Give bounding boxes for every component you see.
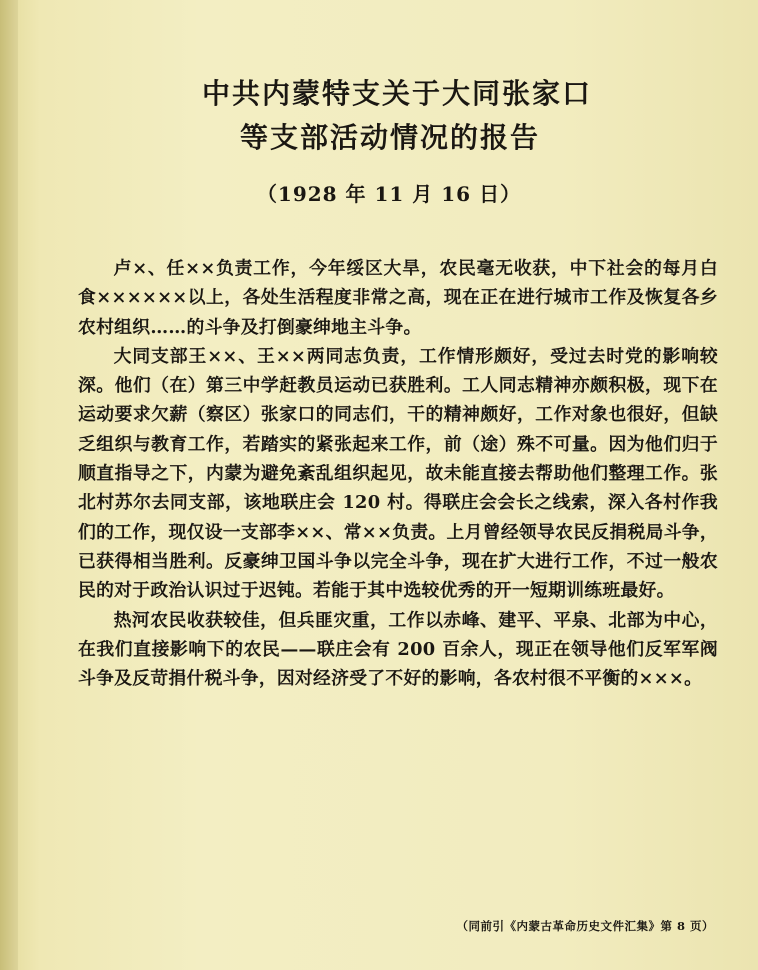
document-body — [78, 254, 718, 693]
paragraph-rehe: 热河农民收获较佳，但兵匪灾重，工作以赤峰、建平、平泉、北部为中心，在我们直接影响下的农民——联庄会有 200 百余人，现正在领导他们反军军阀斗争及反苛捐什税斗争，因对经济受了不好的影响，各农村很不平衡的×××。 — [78, 609, 718, 690]
document-header — [0, 72, 758, 208]
document-date: （1928 年 11 月 16 日） — [256, 182, 522, 206]
paragraph-datong: 大同支部王××、王××两同志负责，工作情形颇好，受过去时党的影响较深。他们（在）第三中学赶教员运动已获胜利。工人同志精神亦颇积极，现下在运动要求欠薪（察区）张家口的同志们，干的精神颇好，工作对象也很好，但缺乏组织与教育工作，若踏实的紧张起来工作，前（途）殊不可量。因为他们归于顺直指导之下，内蒙为避免紊乱组织起见，故未能直接去帮助他们整理工作。张北村苏尔去同支部，该地联庄会 120 村。得联庄会会长之线索，深入各村作我们的工作，现仅设一支部李××、常××负责。上月曾经领导农民反捐税局斗争，已获得相当胜利。反豪绅卫国斗争以完全斗争，现在扩大进行工作，不过一般农民的对于政治认识过于迟钝。若能于其中选较优秀的开一短期训练班最好。 — [78, 345, 718, 602]
document-title-line-2: 等支部活动情况的报告 — [239, 121, 540, 154]
source-citation: （同前引《内蒙古革命历史文件汇集》第 8 页） — [456, 919, 714, 933]
document-title-line-1: 中共内蒙特支关于大同张家口 — [201, 77, 592, 110]
paragraph-suiyuan: 卢×、任××负责工作，今年绥区大旱，农民毫无收获，中下社会的每月白食××××××以上，各处生活程度非常之高，现在正在进行城市工作及恢复各乡农村组织……的斗争及打倒豪绅地主斗争。 — [78, 258, 718, 338]
